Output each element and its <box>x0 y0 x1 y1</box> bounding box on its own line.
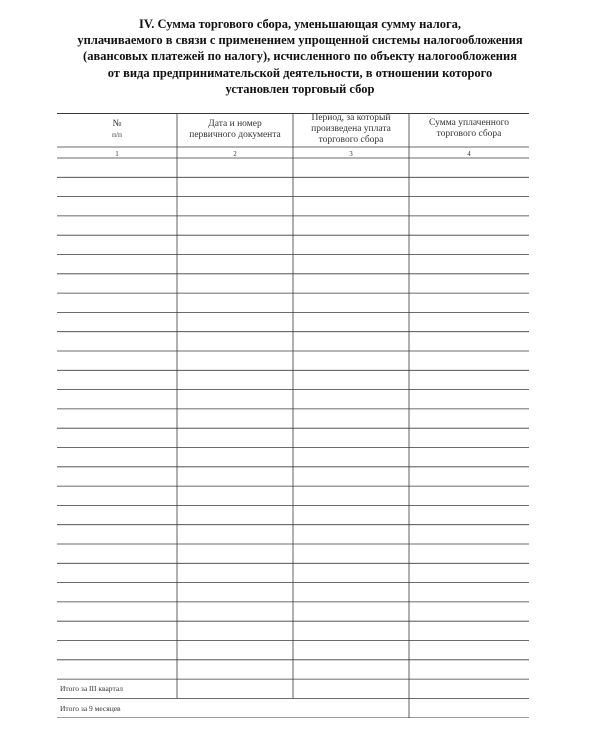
column-header-period: Период, за который произведена уплата торгового сбора <box>311 113 391 145</box>
section-title-line: установлен торговый сбор <box>225 81 375 96</box>
column-number-3: 3 <box>349 150 353 158</box>
section-title <box>40 16 560 97</box>
section-title-line: от вида предпринимательской деятельности, в отношении которого <box>107 65 493 80</box>
section-title-line: (авансовых платежей по налогу), исчисленного по объекту налогообложения <box>83 49 517 64</box>
trade-fee-table <box>57 113 529 718</box>
section-title-line: IV. Сумма торгового сбора, уменьшающая сумму налога, <box>138 17 462 31</box>
column-header-number: № п/п <box>111 119 123 139</box>
column-header-document: Дата и номер первичного документа <box>189 119 281 140</box>
column-number-4: 4 <box>467 150 471 158</box>
column-header-amount: Сумма уплаченного торгового сбора <box>428 118 509 139</box>
section-title-line: уплачиваемого в связи с применением упрощенной системы налогообложения <box>77 33 523 48</box>
column-number-2: 2 <box>233 150 237 158</box>
total-9-months-label: Итого за 9 месяцев <box>60 704 121 713</box>
column-number-1: 1 <box>115 150 119 158</box>
table-grid <box>57 113 529 718</box>
total-quarter-label: Итого за III квартал <box>60 684 123 693</box>
